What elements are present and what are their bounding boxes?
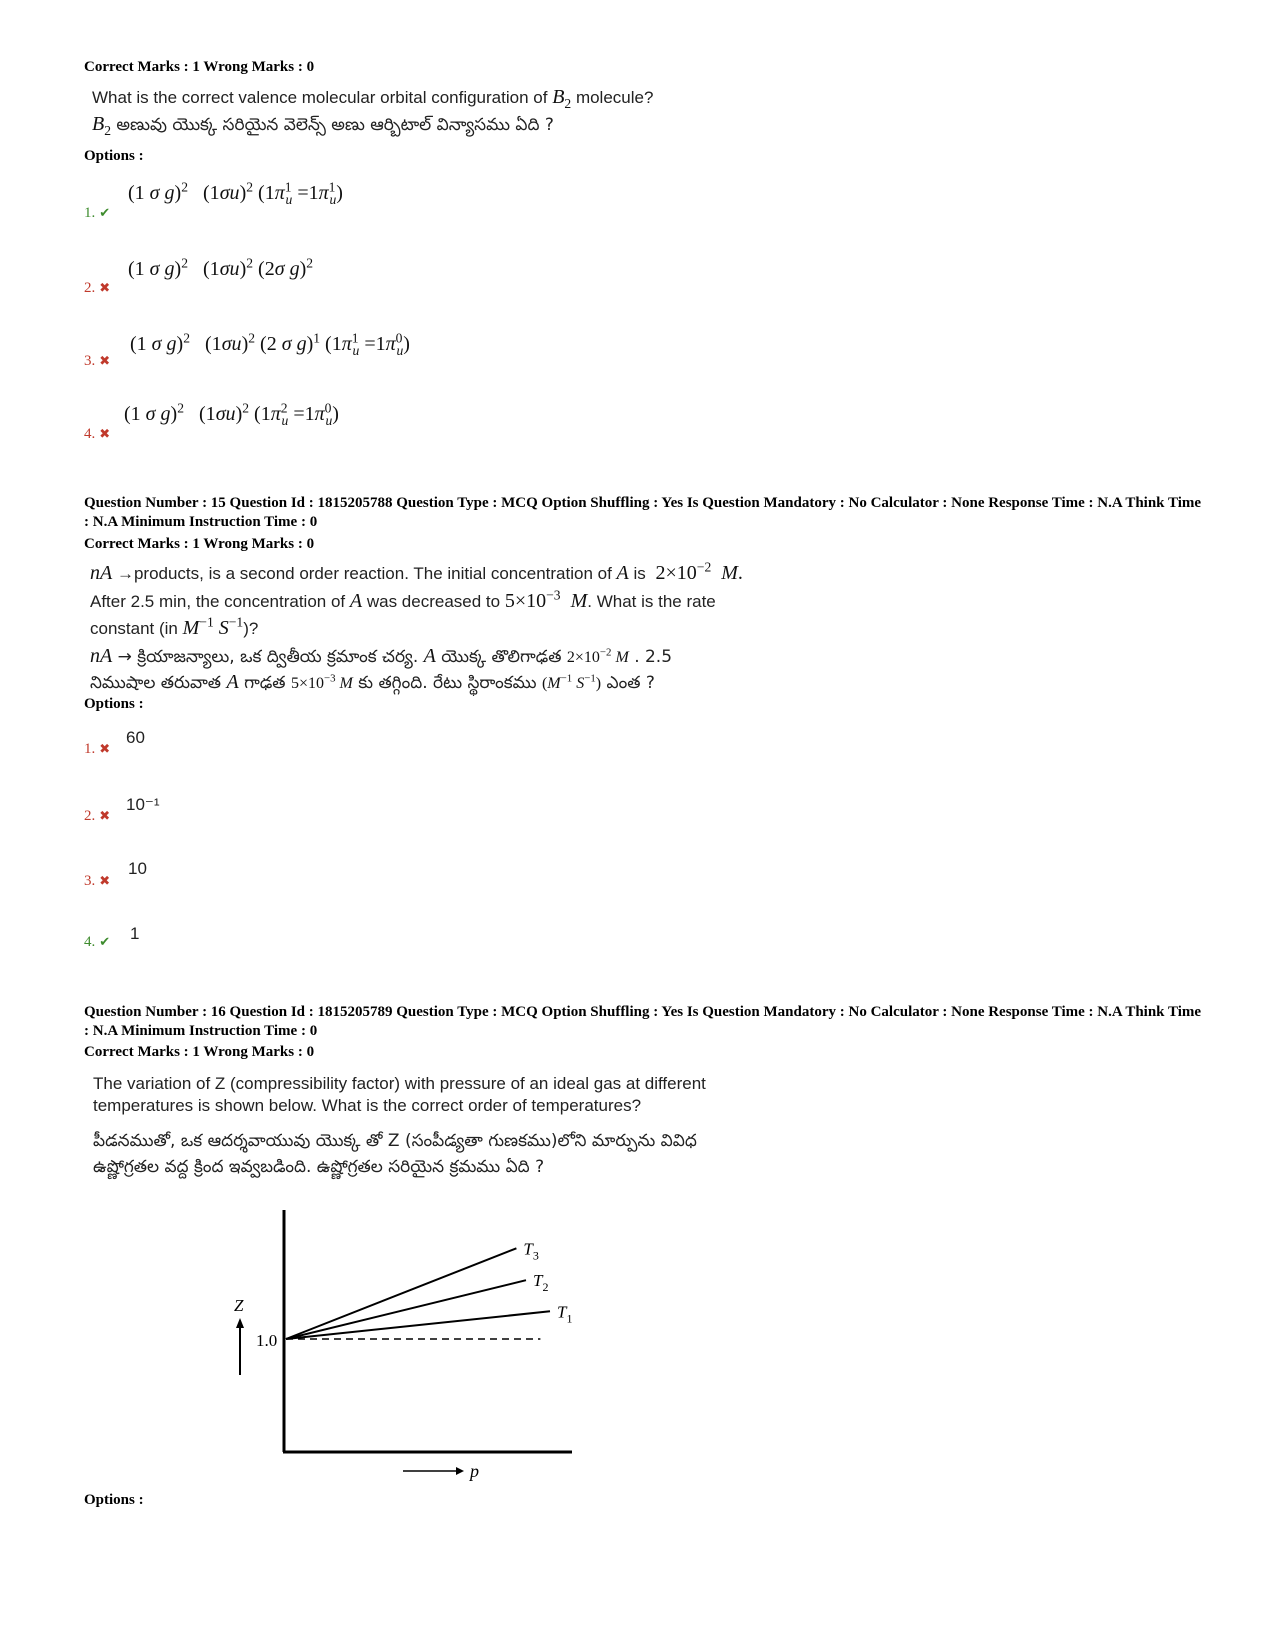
- wrong-cross-icon: ✖: [99, 281, 111, 296]
- p-arrow-head: [456, 1467, 464, 1475]
- wrong-cross-icon: ✖: [99, 874, 111, 889]
- q14-options-label: Options :: [84, 148, 144, 164]
- q15-option-1[interactable]: 1. ✖: [84, 741, 111, 757]
- series-line-t2: [286, 1280, 526, 1339]
- wrong-cross-icon: ✖: [99, 354, 111, 369]
- wrong-cross-icon: ✖: [99, 427, 111, 442]
- q16-en-line2: temperatures is shown below. What is the correct order of temperatures?: [93, 1096, 642, 1115]
- q14-question-en-tail: molecule?: [575, 88, 654, 107]
- x-axis-label: p: [470, 1461, 479, 1481]
- q14-option-3[interactable]: 3. ✖: [84, 353, 111, 369]
- q15-option-3-value: 10: [128, 859, 147, 878]
- q14-option-1[interactable]: 1. ✔: [84, 205, 111, 221]
- q14-option-4[interactable]: 4. ✖: [84, 426, 111, 442]
- q16-te-line1: పీడనముతో, ఒక ఆదర్శవాయువు యొక్క తో Z (సంపీడ్యతా గుణకము)లోని మార్పును వివిధ: [93, 1131, 697, 1151]
- q15-marks: Correct Marks : 1 Wrong Marks : 0: [84, 536, 315, 552]
- q14-option-4-formula: (1 σ g)$^2$ $(1\sigma u)^2$ $(1\pi^2_u =1\pi^0_u)$: [124, 400, 339, 428]
- q14-option-3-formula: (1 σ g)$^2$ $(1\sigma u)^2$ (2 σ g)$^1$ $(1\pi^1_u =1\pi^0_u)$: [130, 330, 410, 358]
- series-label-t1: $T_1$: [557, 1302, 573, 1326]
- series-line-t1: [286, 1311, 550, 1339]
- series-layer: [286, 1239, 572, 1339]
- q14-question-te: [92, 113, 554, 139]
- q14-molecule-te: $B_2$: [92, 113, 112, 138]
- q15-options-label: Options :: [84, 696, 144, 712]
- wrong-cross-icon: ✖: [99, 809, 111, 824]
- series-label-t3: $T_3$: [523, 1239, 539, 1263]
- y-reference-label: 1.0: [256, 1331, 278, 1350]
- series-line-t3: [286, 1248, 516, 1339]
- q15-option-2[interactable]: 2. ✖: [84, 808, 111, 824]
- q15-te-line1: nA → క్రియాజన్యాలు, ఒక ద్వితీయ క్రమాంక చర్య. A యొక్క తొలిగాఢత $2\times 10^{-2}$ M . 2.5: [90, 645, 673, 667]
- correct-check-icon: ✔: [99, 206, 111, 221]
- q15-option-2-value: 10⁻¹: [126, 795, 160, 814]
- q16-en-line1: The variation of Z (compressibility factor) with pressure of an ideal gas at different: [93, 1074, 706, 1093]
- q15-en-line1: nA →products, is a second order reaction. The initial concentration of A is $2\times 10^{-2}$ M.: [90, 559, 743, 584]
- q16-options-label: Options :: [84, 1492, 144, 1508]
- q15-option-4-value: 1: [130, 924, 140, 943]
- q14-question-te-text: అణువు యొక్క సరియైన వెలెన్స్ అణు ఆర్బిటాల్ విన్యాసము ఏది ?: [116, 115, 554, 135]
- z-arrow-head: [236, 1318, 244, 1328]
- wrong-cross-icon: ✖: [99, 742, 111, 757]
- q15-option-4[interactable]: 4. ✔: [84, 934, 111, 950]
- correct-check-icon: ✔: [99, 935, 111, 950]
- q15-header: Question Number : 15 Question Id : 1815205788 Question Type : MCQ Option Shuffling : Yes Is Question Mandatory : No Calculator : None Response Time : N.A Think Time : N.A Minimum Instruction Time : 0: [84, 495, 1202, 530]
- z-vs-p-chart: [220, 1200, 600, 1490]
- q14-option-2-formula: (1 σ g)$^2$ $(1\sigma u)^2$ (2σ g)$^2$: [128, 255, 314, 280]
- q16-header: Question Number : 16 Question Id : 1815205789 Question Type : MCQ Option Shuffling : Yes Is Question Mandatory : No Calculator : None Response Time : N.A Think Time : N.A Minimum Instruction Time : 0: [84, 1004, 1202, 1039]
- q15-en-line3: constant (in $M^{-1}$ $S^{-1}$)?: [90, 614, 259, 639]
- y-axis-label: Z: [234, 1296, 244, 1315]
- q14-question-en: [92, 86, 653, 109]
- q14-question-en-text: What is the correct valence molecular orbital configuration of: [92, 88, 548, 107]
- series-label-t2: $T_2$: [533, 1271, 549, 1295]
- q16-marks: Correct Marks : 1 Wrong Marks : 0: [84, 1044, 315, 1060]
- q15-option-1-value: 60: [126, 728, 145, 747]
- q14-option-1-formula: (1 σ g)$^2$ $(1\sigma u)^2$ $(1\pi^1_u =1\pi^1_u)$: [128, 179, 343, 207]
- q14-marks: Correct Marks : 1 Wrong Marks : 0: [84, 59, 315, 75]
- q15-option-3[interactable]: 3. ✖: [84, 873, 111, 889]
- q16-te-line2: ఉష్ణోగ్రతల వద్ద క్రింద ఇవ్వబడింది. ఉష్ణోగ్రతల సరియైన క్రమము ఏది ?: [93, 1157, 545, 1177]
- q14-option-2[interactable]: 2. ✖: [84, 280, 111, 296]
- q15-en-line2: After 2.5 min, the concentration of A was decreased to $5\times 10^{-3}$ M. What is the rate: [90, 587, 716, 612]
- q14-molecule: $B_2$: [552, 86, 572, 111]
- q15-te-line2: నిముషాల తరువాత A గాఢత $5\times 10^{-3}$ M కు తగ్గింది. రేటు స్థిరాంకము ($M^{-1}$ $S^{-1}$) ఎంత ?: [90, 671, 655, 693]
